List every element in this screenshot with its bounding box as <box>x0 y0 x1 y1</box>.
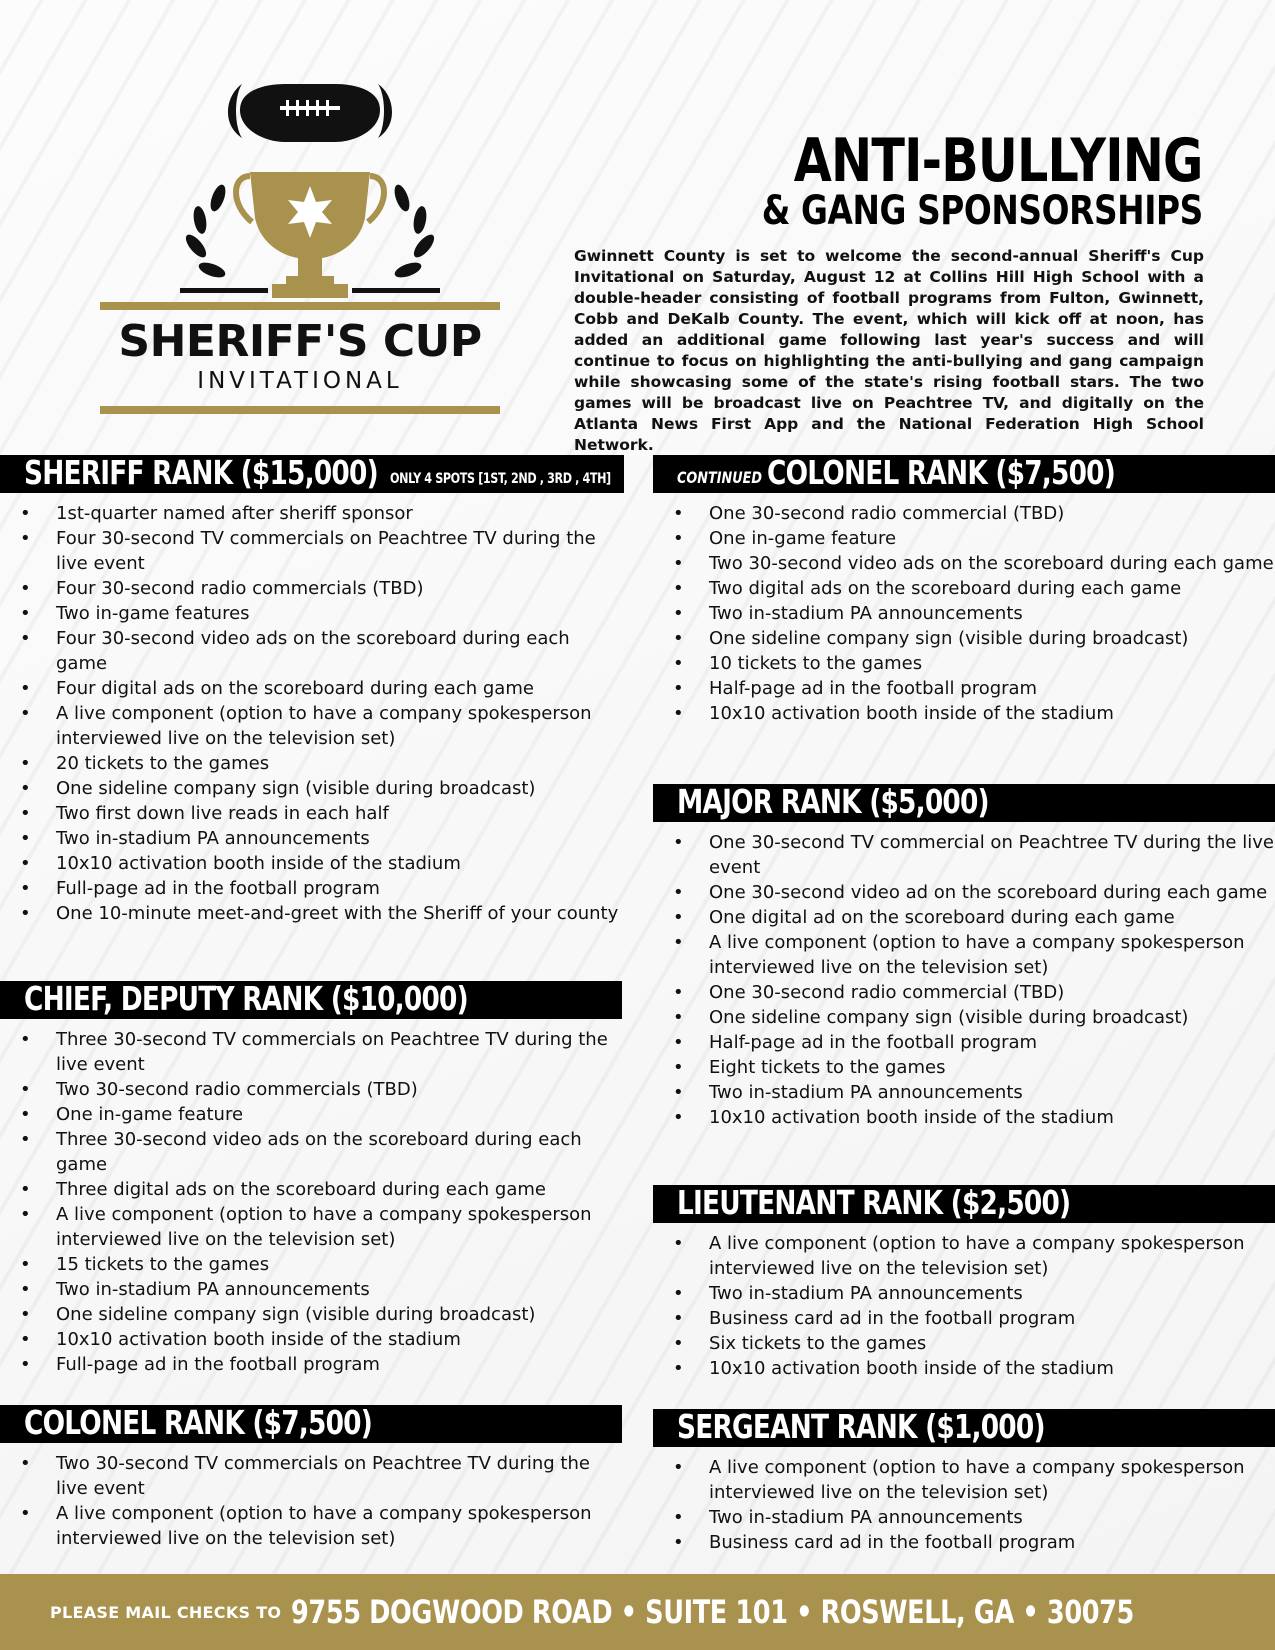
section-header <box>0 1405 622 1443</box>
section-note: ONLY 4 SPOTS [1ST, 2ND , 3RD , 4TH] <box>390 471 612 487</box>
section-header <box>653 1409 1275 1447</box>
section-title: COLONEL RANK ($7,500) <box>767 455 1116 492</box>
benefit-item: • Four 30-second video ads on the scoreboard during each game <box>0 626 624 676</box>
benefit-item: • One sideline company sign (visible during broadcast) <box>653 1005 1275 1030</box>
benefit-item: • Three 30-second TV commercials on Peachtree TV during the live event <box>0 1027 622 1077</box>
benefit-item: • 10x10 activation booth inside of the stadium <box>0 851 624 876</box>
section-major-rank <box>653 784 1275 1130</box>
benefit-list <box>0 1451 622 1551</box>
section-header <box>0 455 624 493</box>
section-title: LIEUTENANT RANK ($2,500) <box>677 1185 1071 1222</box>
benefit-item: • Half-page ad in the football program <box>653 676 1275 701</box>
benefit-list <box>0 1027 622 1377</box>
section-chief-deputy-rank <box>0 981 622 1377</box>
benefit-item: • A live component (option to have a company spokesperson interviewed live on the television set) <box>0 1202 622 1252</box>
section-colonel-rank-continued <box>653 455 1275 726</box>
section-title: MAJOR RANK ($5,000) <box>677 784 989 821</box>
benefit-item: • Two in-stadium PA announcements <box>653 1281 1275 1306</box>
footer-label: PLEASE MAIL CHECKS TO <box>49 1602 282 1622</box>
section-lieutenant-rank <box>653 1185 1275 1381</box>
benefit-list <box>653 830 1275 1130</box>
benefit-item: • 15 tickets to the games <box>0 1252 622 1277</box>
section-sergeant-rank <box>653 1409 1275 1555</box>
benefit-item: • 10x10 activation booth inside of the stadium <box>653 701 1275 726</box>
logo-graphic <box>100 80 500 320</box>
benefit-item: • Two digital ads on the scoreboard during each game <box>653 576 1275 601</box>
benefit-item: • 1st-quarter named after sheriff sponsor <box>0 501 624 526</box>
benefit-item: • 10x10 activation booth inside of the stadium <box>0 1327 622 1352</box>
logo-top-rule <box>100 302 500 310</box>
section-prefix: CONTINUED <box>677 468 762 487</box>
benefit-item: • A live component (option to have a company spokesperson interviewed live on the television set) <box>653 930 1275 980</box>
benefit-item: • Eight tickets to the games <box>653 1055 1275 1080</box>
benefit-item: • Three 30-second video ads on the scoreboard during each game <box>0 1127 622 1177</box>
page-title: ANTI-BULLYING <box>794 126 1203 196</box>
benefit-item: • Full-page ad in the football program <box>0 876 624 901</box>
benefit-item: • Two in-game features <box>0 601 624 626</box>
mailing-address: 9755 DOGWOOD ROAD • SUITE 101 • ROSWELL, GA • 30075 <box>291 1593 1135 1631</box>
benefit-item: • One in-game feature <box>0 1102 622 1127</box>
benefit-item: • One 30-second radio commercial (TBD) <box>653 980 1275 1005</box>
logo-title: SHERIFF'S CUP <box>118 316 482 367</box>
section-header <box>0 981 622 1019</box>
section-sheriff-rank <box>0 455 624 926</box>
benefit-item: • One 30-second video ad on the scoreboard during each game <box>653 880 1275 905</box>
benefit-item: • 20 tickets to the games <box>0 751 624 776</box>
benefit-list <box>653 501 1275 726</box>
benefit-item: • 10x10 activation booth inside of the stadium <box>653 1105 1275 1130</box>
benefit-item: • Two 30-second TV commercials on Peachtree TV during the live event <box>0 1451 622 1501</box>
benefit-item: • Six tickets to the games <box>653 1331 1275 1356</box>
benefit-item: • Two in-stadium PA announcements <box>653 601 1275 626</box>
benefit-item: • Four 30-second TV commercials on Peachtree TV during the live event <box>0 526 624 576</box>
benefit-item: • 10 tickets to the games <box>653 651 1275 676</box>
benefit-item: • Two in-stadium PA announcements <box>0 826 624 851</box>
section-title: COLONEL RANK ($7,500) <box>24 1405 372 1442</box>
benefit-item: • One sideline company sign (visible during broadcast) <box>653 626 1275 651</box>
sheriffs-cup-logo <box>100 80 500 420</box>
section-header <box>653 1185 1275 1223</box>
intro-paragraph: Gwinnett County is set to welcome the second-annual Sheriff's Cup Invitational on Saturday, August 12 at Collins Hill High School with a double-header consisting of football programs from Fulton, Gwinnett, Cobb and DeKalb County. The event, which will kick off at noon, has added an additional game following last year's success and will continue to focus on highlighting the anti-bullying and gang campaign while showcasing some of the state's rising football stars. The two games will be broadcast live on Peachtree TV, and digitally on the Atlanta News First App and the National Federation High School Network. <box>574 247 1204 454</box>
benefit-item: • Three digital ads on the scoreboard during each game <box>0 1177 622 1202</box>
benefit-item: • Four digital ads on the scoreboard during each game <box>0 676 624 701</box>
benefit-item: • One 30-second radio commercial (TBD) <box>653 501 1275 526</box>
benefit-item: • One sideline company sign (visible during broadcast) <box>0 776 624 801</box>
benefit-item: • Two in-stadium PA announcements <box>653 1080 1275 1105</box>
section-title: CHIEF, DEPUTY RANK ($10,000) <box>24 981 468 1018</box>
benefit-item: • 10x10 activation booth inside of the stadium <box>653 1356 1275 1381</box>
benefit-item: • One 30-second TV commercial on Peachtree TV during the live event <box>653 830 1275 880</box>
benefit-item: • Two in-stadium PA announcements <box>0 1277 622 1302</box>
benefit-list <box>653 1455 1275 1555</box>
benefit-item: • A live component (option to have a company spokesperson interviewed live on the television set) <box>0 701 624 751</box>
section-colonel-rank <box>0 1405 622 1551</box>
benefit-item: • Business card ad in the football program <box>653 1530 1275 1555</box>
section-header <box>653 455 1275 493</box>
benefit-list <box>0 501 624 926</box>
section-title: SERGEANT RANK ($1,000) <box>677 1409 1045 1446</box>
benefit-item: • Business card ad in the football program <box>653 1306 1275 1331</box>
benefit-item: • A live component (option to have a company spokesperson interviewed live on the television set) <box>0 1501 622 1551</box>
benefit-item: • Two first down live reads in each half <box>0 801 624 826</box>
benefit-item: • Two 30-second radio commercials (TBD) <box>0 1077 622 1102</box>
football-icon <box>228 84 392 142</box>
logo-bottom-rule <box>100 406 500 414</box>
benefit-item: • One in-game feature <box>653 526 1275 551</box>
benefit-list <box>653 1231 1275 1381</box>
benefit-item: • One digital ad on the scoreboard during each game <box>653 905 1275 930</box>
benefit-item: • A live component (option to have a company spokesperson interviewed live on the television set) <box>653 1231 1275 1281</box>
trophy-icon <box>236 172 384 298</box>
footer-mail-bar <box>0 1574 1275 1650</box>
benefit-item: • Half-page ad in the football program <box>653 1030 1275 1055</box>
benefit-item: • A live component (option to have a company spokesperson interviewed live on the television set) <box>653 1455 1275 1505</box>
logo-subtitle: INVITATIONAL <box>197 368 403 394</box>
benefit-item: • Four 30-second radio commercials (TBD) <box>0 576 624 601</box>
benefit-item: • Full-page ad in the football program <box>0 1352 622 1377</box>
section-header <box>653 784 1275 822</box>
benefit-item: • One sideline company sign (visible during broadcast) <box>0 1302 622 1327</box>
benefit-item: • One 10-minute meet-and-greet with the Sheriff of your county <box>0 901 624 926</box>
section-title: SHERIFF RANK ($15,000) <box>24 455 378 492</box>
page-subtitle: & GANG SPONSORSHIPS <box>761 188 1203 234</box>
benefit-item: • Two in-stadium PA announcements <box>653 1505 1275 1530</box>
benefit-item: • Two 30-second video ads on the scoreboard during each game <box>653 551 1275 576</box>
